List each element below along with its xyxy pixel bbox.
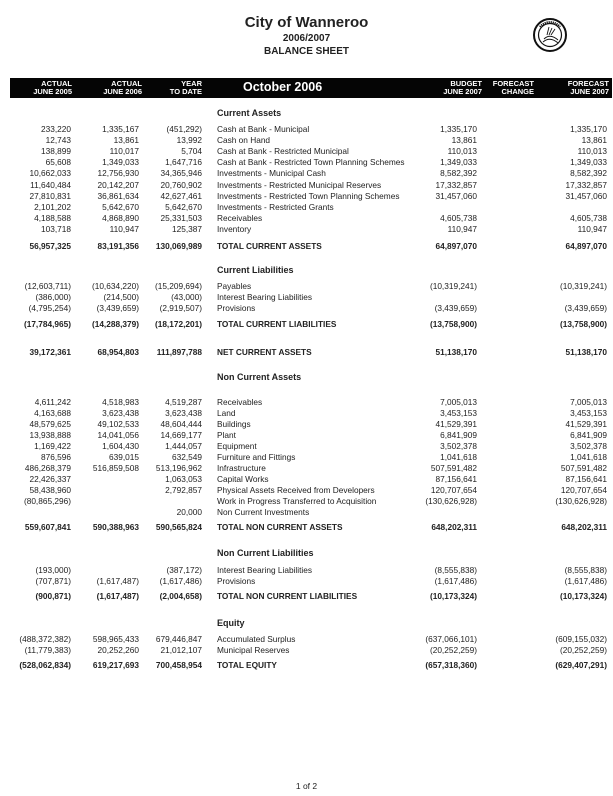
cell-a2006: (10,634,220) [91, 281, 139, 291]
cell-budget: (8,555,838) [434, 565, 477, 575]
cell-budget: 31,457,060 [435, 190, 477, 201]
cell-ytd: 34,365,946 [160, 168, 202, 179]
cell-a2005: 103,718 [41, 223, 71, 234]
header-forecast-change: FORECAST CHANGE [492, 79, 534, 96]
row-label: Capital Works [217, 473, 269, 484]
cell-ytd: (43,000) [171, 292, 202, 303]
table-row [0, 281, 613, 292]
cell-ytd: 125,387 [172, 223, 202, 234]
cell-budget: 6,841,909 [440, 429, 477, 440]
total-row [0, 347, 613, 358]
cell-a2005: (488,372,382) [19, 634, 71, 644]
cell-ytd: 3,623,438 [165, 407, 202, 418]
row-label: Cash at Bank - Municipal [217, 124, 310, 134]
cell-ytd: 25,331,503 [160, 212, 202, 223]
cell-a2006: 4,518,983 [102, 397, 139, 407]
org-name: City of Wanneroo [244, 14, 369, 31]
row-label: Investments - Restricted Municipal Reserves [217, 179, 382, 190]
row-label: Land [217, 407, 236, 418]
table-row [0, 180, 613, 191]
cell-budget: 41,529,391 [435, 418, 477, 429]
table-row [0, 146, 613, 157]
cell-budget: (20,252,259) [429, 645, 477, 656]
cell-ytd: 513,196,962 [155, 462, 202, 473]
cell-a2006: 36,861,634 [97, 190, 139, 201]
cell-ytd: (451,292) [166, 124, 202, 134]
cell-a2005: 65,608 [45, 157, 71, 168]
row-label: TOTAL EQUITY [217, 660, 277, 670]
cell-a2006: 20,252,260 [97, 645, 139, 656]
total-row [0, 522, 613, 533]
table-row [0, 124, 613, 135]
header-actual-2005: ACTUAL JUNE 2005 [33, 79, 72, 96]
cell-budget: 17,332,857 [435, 179, 477, 190]
cell-budget: 110,013 [447, 146, 477, 157]
cell-a2005: 4,163,688 [34, 407, 71, 418]
cell-forecast: 1,335,170 [570, 124, 607, 134]
cell-ytd: 1,647,716 [165, 157, 202, 168]
cell-budget: (13,758,900) [429, 319, 477, 329]
cell-a2005: (11,779,383) [24, 645, 71, 656]
total-row [0, 660, 613, 671]
cell-a2006: 110,017 [109, 146, 139, 157]
cell-a2006: 110,947 [109, 223, 139, 234]
cell-ytd: (1,617,486) [159, 576, 202, 587]
table-row [0, 303, 613, 314]
row-label: TOTAL NON CURRENT ASSETS [217, 522, 343, 532]
cell-forecast: (609,155,032) [555, 634, 607, 644]
cell-forecast: (10,173,324) [559, 591, 607, 601]
cell-ytd: 130,069,989 [155, 241, 202, 251]
table-row [0, 634, 613, 645]
column-header-bar [10, 78, 612, 98]
cell-a2005: 48,579,625 [29, 418, 71, 429]
row-label: TOTAL CURRENT LIABILITIES [217, 319, 337, 329]
cell-a2005: (4,795,254) [28, 303, 71, 314]
cell-ytd: 5,704 [181, 146, 202, 157]
financial-period: 2006/2007 [282, 33, 331, 44]
cell-budget: 7,005,013 [440, 397, 477, 407]
cell-ytd: 21,012,107 [160, 645, 202, 656]
cell-a2005: 27,810,831 [29, 190, 71, 201]
cell-budget: 1,041,618 [440, 451, 477, 462]
cell-ytd: 20,760,902 [160, 179, 202, 190]
cell-ytd: 20,000 [176, 506, 202, 517]
cell-budget: 648,202,311 [431, 522, 477, 532]
cell-budget: (130,626,928) [425, 495, 477, 506]
cell-budget: 87,156,641 [435, 473, 477, 484]
table-row [0, 576, 613, 587]
row-label: Municipal Reserves [217, 645, 290, 656]
section-heading: Non Current Assets [217, 372, 302, 382]
header-forecast-2007: FORECAST JUNE 2007 [567, 79, 609, 96]
cell-budget: 110,947 [447, 223, 477, 234]
row-label: Receivables [217, 212, 263, 223]
cell-forecast: 87,156,641 [565, 473, 607, 484]
cell-forecast: 4,605,738 [570, 212, 607, 223]
row-label: Buildings [217, 418, 251, 429]
cell-ytd: 48,604,444 [160, 418, 202, 429]
row-label: Non Current Investments [217, 506, 310, 517]
cell-ytd: 14,669,177 [160, 429, 202, 440]
cell-a2005: 10,662,033 [29, 168, 71, 179]
cell-a2006: 3,623,438 [102, 407, 139, 418]
cell-a2006: 13,861 [113, 135, 139, 146]
row-label: Provisions [217, 576, 256, 587]
row-label: Equipment [217, 440, 257, 451]
row-label: Furniture and Fittings [217, 451, 296, 462]
row-label: Payables [217, 281, 252, 291]
row-label: TOTAL NON CURRENT LIABILITIES [217, 591, 358, 601]
table-row [0, 441, 613, 452]
cell-a2005: (707,871) [35, 576, 71, 587]
cell-a2006: 5,642,670 [102, 201, 139, 212]
row-label: Cash at Bank - Restricted Municipal [217, 146, 349, 157]
table-row [0, 645, 613, 656]
row-label: NET CURRENT ASSETS [217, 347, 312, 357]
cell-a2005: (17,784,965) [23, 319, 71, 329]
cell-forecast: (13,758,900) [559, 319, 607, 329]
section-heading: Current Assets [217, 108, 282, 118]
table-row [0, 474, 613, 485]
cell-forecast: 3,502,378 [570, 440, 607, 451]
section-heading: Equity [217, 618, 245, 628]
cell-a2005: (386,000) [35, 292, 71, 303]
cell-a2006: 619,217,693 [92, 660, 139, 670]
cell-a2005: 876,596 [41, 451, 71, 462]
table-row [0, 452, 613, 463]
cell-forecast: 507,591,482 [560, 462, 607, 473]
cell-forecast: 110,013 [577, 146, 607, 157]
header-actual-2006: ACTUAL JUNE 2006 [103, 79, 142, 96]
cell-a2005: (528,062,834) [19, 660, 71, 670]
cell-ytd: (2,004,658) [159, 591, 202, 601]
row-label: Work in Progress Transferred to Acquisition [217, 495, 377, 506]
document-title-block [0, 14, 613, 58]
cell-budget: 1,335,170 [440, 124, 477, 134]
cell-budget: 120,707,654 [430, 484, 477, 495]
header-year-to-date: YEAR TO DATE [169, 79, 202, 96]
cell-a2005: 39,172,361 [29, 347, 71, 357]
cell-ytd: 111,897,788 [156, 347, 202, 357]
cell-a2006: 4,868,890 [102, 212, 139, 223]
row-label: Inventory [217, 223, 252, 234]
row-label: Plant [217, 429, 236, 440]
cell-budget: 3,453,153 [440, 407, 477, 418]
cell-forecast: 3,453,153 [570, 407, 607, 418]
table-row [0, 224, 613, 235]
cell-ytd: (387,172) [166, 565, 202, 575]
table-row [0, 507, 613, 518]
cell-a2005: 4,611,242 [34, 397, 71, 407]
cell-budget: 1,349,033 [440, 157, 477, 168]
row-label: Receivables [217, 397, 263, 407]
cell-forecast: 6,841,909 [570, 429, 607, 440]
cell-forecast: 17,332,857 [565, 179, 607, 190]
row-label: Investments - Restricted Town Planning Schemes [217, 190, 400, 201]
cell-ytd: 679,446,847 [155, 634, 202, 644]
table-row [0, 463, 613, 474]
cell-a2005: (12,603,711) [24, 281, 71, 291]
cell-a2006: 590,388,963 [92, 522, 139, 532]
cell-forecast: 1,041,618 [570, 451, 607, 462]
cell-a2006: 68,954,803 [97, 347, 139, 357]
cell-a2006: 639,015 [109, 451, 139, 462]
report-title: BALANCE SHEET [263, 46, 349, 57]
row-label: TOTAL CURRENT ASSETS [217, 241, 322, 251]
cell-a2006: 1,335,167 [102, 124, 139, 134]
cell-a2005: 233,220 [41, 124, 71, 134]
row-label: Interest Bearing Liabilities [217, 292, 313, 303]
table-row [0, 430, 613, 441]
cell-ytd: 590,565,824 [155, 522, 202, 532]
row-label: Infrastructure [217, 462, 266, 473]
cell-forecast: 1,349,033 [570, 157, 607, 168]
cell-a2006: (214,500) [103, 292, 139, 303]
cell-budget: 64,897,070 [435, 241, 477, 251]
cell-ytd: (18,172,201) [154, 319, 202, 329]
cell-ytd: 4,519,287 [165, 397, 202, 407]
cell-budget: (10,319,241) [429, 281, 477, 291]
cell-a2005: 13,938,888 [29, 429, 71, 440]
cell-budget: 13,861 [451, 135, 477, 146]
cell-forecast: (20,252,259) [559, 645, 607, 656]
cell-a2005: 2,101,202 [34, 201, 71, 212]
total-row [0, 591, 613, 602]
header-budget-2007: BUDGET JUNE 2007 [443, 79, 482, 96]
row-label: Interest Bearing Liabilities [217, 565, 313, 575]
row-label: Provisions [217, 303, 256, 314]
cell-a2005: (900,871) [35, 591, 71, 601]
cell-ytd: (2,919,507) [159, 303, 202, 314]
table-row [0, 419, 613, 430]
section-heading: Non Current Liabilities [217, 548, 314, 558]
cell-a2006: 598,965,433 [92, 634, 139, 644]
table-row [0, 397, 613, 408]
section-heading: Current Liabilities [217, 265, 294, 275]
table-row [0, 292, 613, 303]
cell-ytd: 1,063,053 [165, 473, 202, 484]
row-label: Physical Assets Received from Developers [217, 484, 375, 495]
cell-a2006: 12,756,930 [97, 168, 139, 179]
cell-a2006: 20,142,207 [97, 179, 139, 190]
cell-forecast: (629,407,291) [555, 660, 607, 670]
cell-budget: 3,502,378 [440, 440, 477, 451]
cell-a2006: 14,041,056 [97, 429, 139, 440]
cell-a2006: (14,288,379) [91, 319, 139, 329]
row-label: Cash at Bank - Restricted Town Planning Schemes [217, 157, 405, 168]
cell-budget: 4,605,738 [440, 212, 477, 223]
cell-budget: 8,582,392 [440, 168, 477, 179]
city-seal-logo-icon [533, 18, 567, 52]
cell-ytd: 13,992 [176, 135, 202, 146]
cell-a2005: (80,865,296) [23, 495, 71, 506]
cell-forecast: 7,005,013 [570, 397, 607, 407]
cell-a2006: 49,102,533 [97, 418, 139, 429]
cell-ytd: 5,642,670 [165, 201, 202, 212]
cell-forecast: (1,617,486) [564, 576, 607, 587]
total-row [0, 319, 613, 330]
cell-a2006: (1,617,487) [96, 576, 139, 587]
table-row [0, 191, 613, 202]
cell-forecast: (3,439,659) [564, 303, 607, 314]
table-row [0, 202, 613, 213]
cell-forecast: (8,555,838) [564, 565, 607, 575]
total-row [0, 241, 613, 252]
cell-forecast: (130,626,928) [555, 495, 607, 506]
table-row [0, 496, 613, 507]
cell-a2006: 516,859,508 [92, 462, 139, 473]
table-row [0, 213, 613, 224]
cell-budget: (637,066,101) [425, 634, 477, 644]
cell-forecast: 64,897,070 [565, 241, 607, 251]
cell-a2005: (193,000) [35, 565, 71, 575]
cell-a2006: 1,604,430 [102, 440, 139, 451]
cell-ytd: 700,458,954 [155, 660, 202, 670]
cell-a2005: 559,607,841 [24, 522, 71, 532]
cell-ytd: 42,627,461 [160, 190, 202, 201]
header-month: October 2006 [243, 80, 323, 94]
cell-forecast: 41,529,391 [565, 418, 607, 429]
row-label: Investments - Restricted Grants [217, 201, 334, 212]
cell-ytd: (15,209,694) [154, 281, 202, 291]
cell-a2005: 22,426,337 [29, 473, 71, 484]
cell-budget: (1,617,486) [434, 576, 477, 587]
cell-a2005: 4,188,588 [34, 212, 71, 223]
cell-forecast: (10,319,241) [559, 281, 607, 291]
cell-forecast: 8,582,392 [570, 168, 607, 179]
cell-a2005: 1,169,422 [34, 440, 71, 451]
cell-a2005: 58,438,960 [29, 484, 71, 495]
cell-forecast: 110,947 [577, 223, 607, 234]
cell-a2006: (3,439,659) [96, 303, 139, 314]
cell-budget: (657,318,360) [425, 660, 477, 670]
cell-a2006: 1,349,033 [102, 157, 139, 168]
row-label: Investments - Municipal Cash [217, 168, 326, 179]
table-row [0, 408, 613, 419]
table-row [0, 565, 613, 576]
cell-a2005: 12,743 [45, 135, 71, 146]
table-row [0, 135, 613, 146]
row-label: Accumulated Surplus [217, 634, 296, 644]
row-label: Cash on Hand [217, 135, 271, 146]
table-row [0, 485, 613, 496]
table-row [0, 157, 613, 168]
cell-forecast: 120,707,654 [560, 484, 607, 495]
page-number: 1 of 2 [295, 781, 318, 791]
cell-budget: (10,173,324) [429, 591, 477, 601]
cell-a2005: 56,957,325 [29, 241, 71, 251]
cell-budget: 507,591,482 [430, 462, 477, 473]
cell-ytd: 632,549 [172, 451, 202, 462]
cell-a2005: 486,268,379 [24, 462, 71, 473]
cell-forecast: 13,861 [581, 135, 607, 146]
cell-ytd: 2,792,857 [165, 484, 202, 495]
cell-budget: (3,439,659) [434, 303, 477, 314]
cell-forecast: 31,457,060 [565, 190, 607, 201]
cell-a2005: 11,640,484 [30, 179, 71, 190]
cell-a2005: 138,899 [41, 146, 71, 157]
cell-forecast: 648,202,311 [561, 522, 607, 532]
cell-a2006: (1,617,487) [96, 591, 139, 601]
cell-a2006: 83,191,356 [97, 241, 139, 251]
cell-ytd: 1,444,057 [165, 440, 202, 451]
cell-forecast: 51,138,170 [565, 347, 607, 357]
table-row [0, 168, 613, 179]
cell-budget: 51,138,170 [435, 347, 477, 357]
